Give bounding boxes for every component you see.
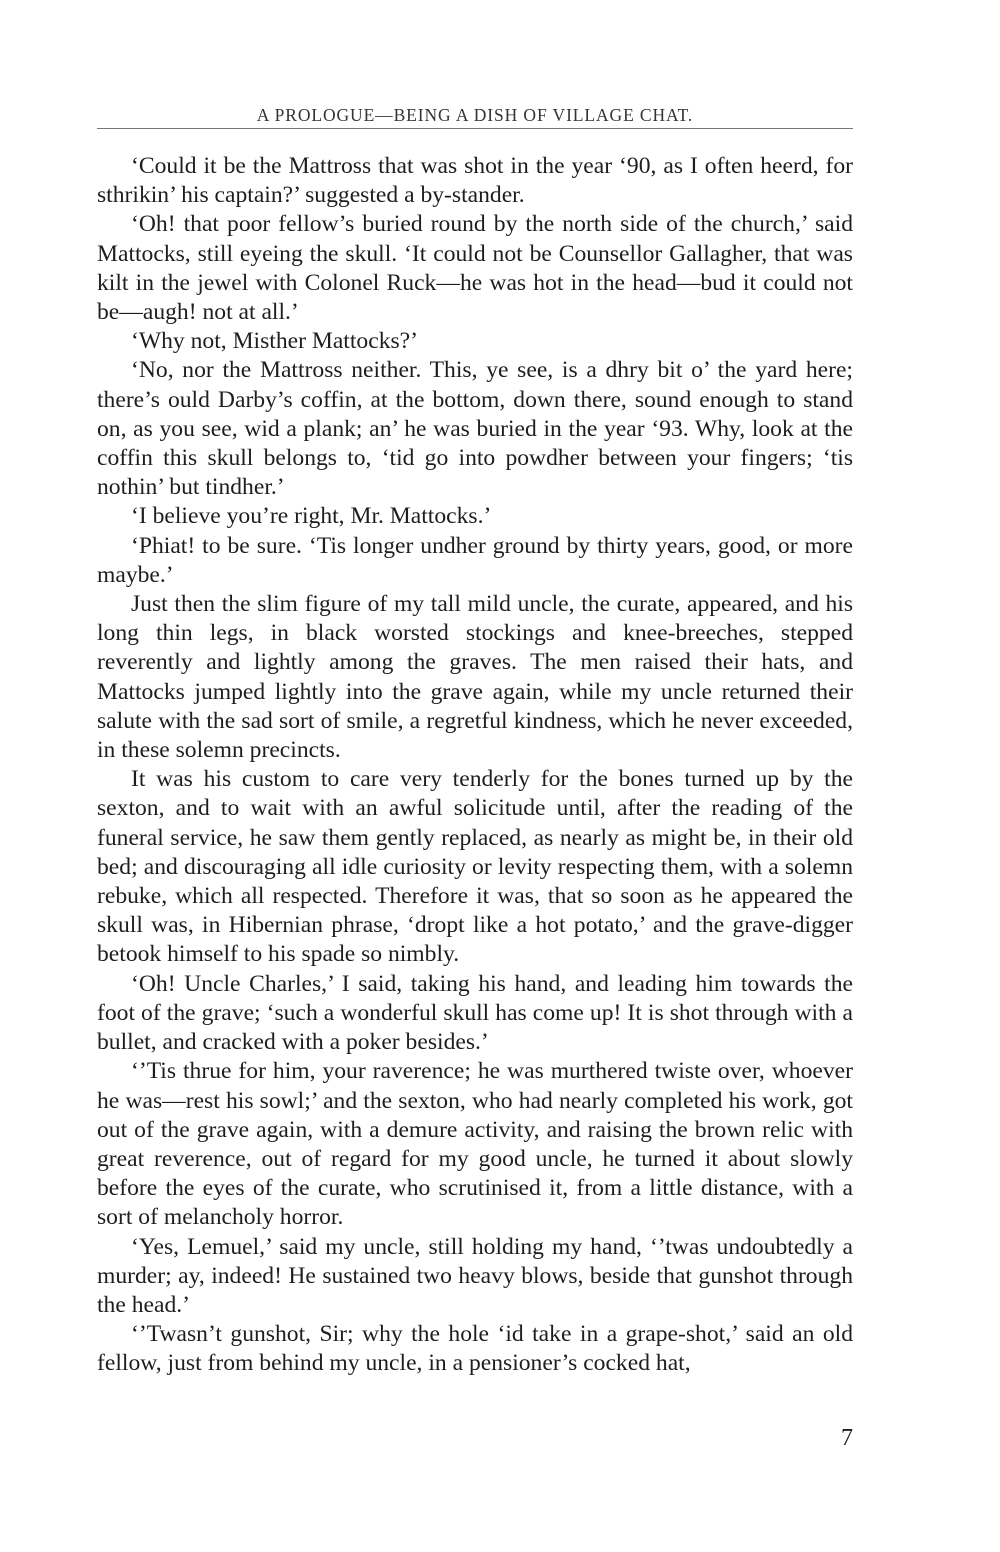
paragraph: ‘Why not, Misther Mattocks?’ [131,328,418,355]
paragraph: ‘’Twasn’t gunshot, Sir; why the hole ‘id take in a grape-shot,’ said an old fellow, just from behind my uncle, in a pensioner’s cocked hat, [97,1321,853,1377]
page-number: 7 [841,1425,853,1451]
paragraph: ‘Yes, Lemuel,’ said my uncle, still holding my hand, ‘’twas undoubtedly a murder; ay, indeed! He sustained two heavy blows, beside that gunshot through the head.’ [97,1233,853,1318]
paragraph: ‘No, nor the Mattross neither. This, ye see, is a dhry bit o’ the yard here; there’s ould Darby’s coffin, at the bottom, down there, sound enough to stand on, as you see, wid a plank; an’ he was buried in the year ‘93. Why, look at the coffin this skull belongs to, ‘tid go into powdher between your fingers; ‘tis nothin’ but tindher.’ [97,357,853,501]
paragraph: It was his custom to care very tenderly for the bones turned up by the sexton, and to wait with an awful solicitude until, after the reading of the funeral service, he saw them gently replaced, as nearly as might be, in their old bed; and discouraging all idle curiosity or levity respecting them, with a solemn rebuke, which all respected. Therefore it was, that so soon as he appeared the skull was, in Hibernian phrase, ‘dropt like a hot potato,’ and the grave-digger betook himself to his spade so nimbly. [97,766,853,968]
paragraph: Just then the slim figure of my tall mild uncle, the curate, appeared, and his long thin legs, in black worsted stockings and knee-breeches, stepped reverently and lightly among the graves. The men raised their hats, and Mattocks jumped lightly into the grave again, while my uncle returned their salute with the sad sort of smile, a regretful kindness, which he never exceeded, in these solemn precincts. [97,591,853,764]
paragraph: ‘I believe you’re right, Mr. Mattocks.’ [131,503,492,530]
paragraph: ‘Oh! that poor fellow’s buried round by the north side of the church,’ said Mattocks, still eyeing the skull. ‘It could not be Counsellor Gallagher, that was kilt in the jewel with Colonel Ruck—he was hot in the head—bud it could not be—augh! not at all.’ [97,211,853,326]
paragraph: ‘Oh! Uncle Charles,’ I said, taking his hand, and leading him towards the foot of the grave; ‘such a wonderful skull has come up! It is shot through with a bullet, and cracked with a poker besides.’ [97,970,853,1056]
running-head: A PROLOGUE—BEING A DISH OF VILLAGE CHAT. [97,102,853,129]
paragraph: ‘’Tis thrue for him, your raverence; he was murthered twiste over, whoever he was—rest his sowl;’ and the sexton, who had nearly completed his work, got out of the grave again, with a demure activity, and raising the brown relic with great reverence, out of regard for my good uncle, he turned it about slowly before the eyes of the curate, who scrutinised it, from a little distance, with a sort of melancholy horror. [97,1058,853,1231]
body-text [97,152,853,1379]
paragraph: ‘Could it be the Mattross that was shot in the year ‘90, as I often heerd, for sthrikin’ his captain?’ suggested a by-stander. [97,153,853,209]
paragraph: ‘Phiat! to be sure. ‘Tis longer undher ground by thirty years, good, or more maybe.’ [97,532,853,588]
